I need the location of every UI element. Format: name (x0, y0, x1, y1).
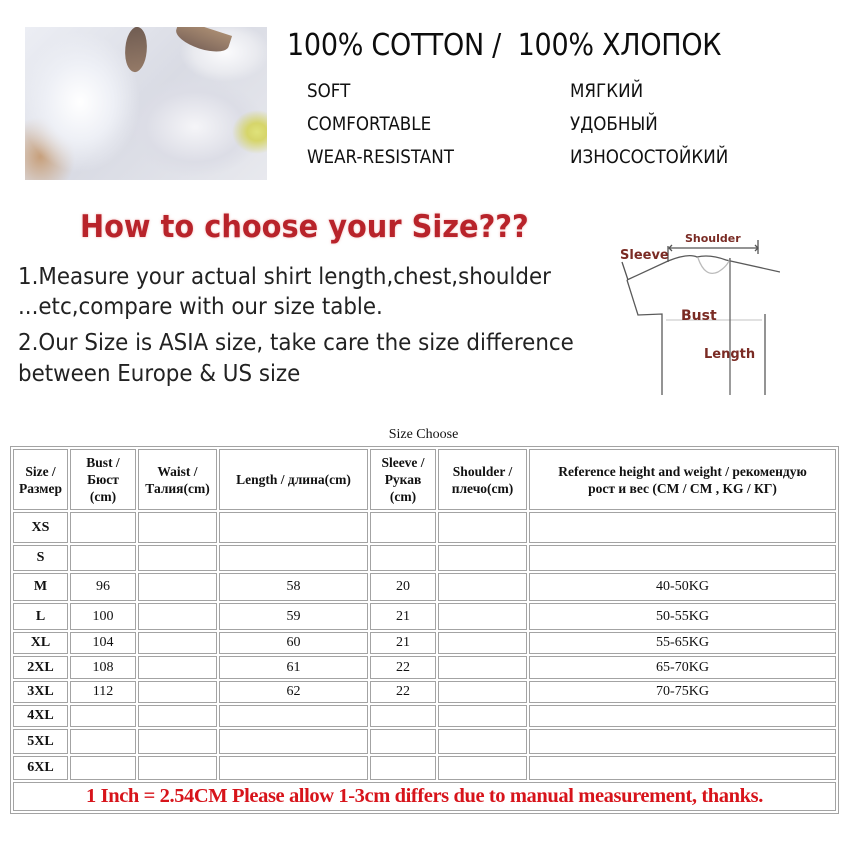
length-cell (219, 705, 368, 727)
waist-cell (138, 705, 217, 727)
bust-cell: 104 (70, 632, 136, 654)
bust-cell: 112 (70, 681, 136, 703)
shoulder-cell (438, 603, 527, 630)
shoulder-cell (438, 756, 527, 780)
table-row (13, 705, 836, 727)
waist-cell (138, 603, 217, 630)
sleeve-cell: 21 (370, 632, 436, 654)
header-shoulder: Shoulder / плечо(cm) (438, 449, 527, 510)
waist-cell (138, 656, 217, 679)
length-cell (219, 512, 368, 543)
header-length: Length / длина(cm) (219, 449, 368, 510)
cotton-title: 100% COTTON / 100% ХЛОПОК (287, 28, 722, 63)
bust-cell (70, 729, 136, 754)
header-reference: Reference height and weight / рекомендую рост и вес (CM / CM , KG / КГ) (529, 449, 836, 510)
feature-ru-wear-resistant: ИЗНОСОСТОЙКИЙ (570, 146, 729, 168)
length-cell: 58 (219, 573, 368, 601)
shoulder-cell (438, 656, 527, 679)
length-cell (219, 729, 368, 754)
cotton-pod-shape (121, 27, 150, 74)
size-cell: M (13, 573, 68, 601)
bust-cell (70, 512, 136, 543)
waist-cell (138, 729, 217, 754)
size-cell: L (13, 603, 68, 630)
bust-cell: 100 (70, 603, 136, 630)
howto-line-4: between Europe & US size (18, 361, 301, 387)
feature-ru-soft: МЯГКИЙ (570, 80, 644, 102)
bust-cell: 108 (70, 656, 136, 679)
bust-cell (70, 756, 136, 780)
length-cell: 62 (219, 681, 368, 703)
cotton-photo (25, 27, 267, 180)
length-label: Length (704, 347, 756, 362)
shoulder-label: Shoulder (685, 232, 741, 245)
header-sleeve: Sleeve / Рукав (cm) (370, 449, 436, 510)
reference-cell (529, 545, 836, 571)
header-row (13, 449, 836, 510)
header-waist: Waist / Талия(cm) (138, 449, 217, 510)
table-row (13, 545, 836, 571)
feature-en-soft: SOFT (307, 80, 351, 102)
howto-line-3: 2.Our Size is ASIA size, take care the size difference (18, 330, 574, 356)
sleeve-cell: 20 (370, 573, 436, 601)
sleeve-label: Sleeve (620, 248, 669, 263)
table-row (13, 681, 836, 703)
length-cell (219, 756, 368, 780)
feature-en-wear-resistant: WEAR-RESISTANT (307, 146, 454, 168)
bust-label: Bust (681, 308, 717, 324)
sleeve-cell (370, 512, 436, 543)
sleeve-cell: 22 (370, 681, 436, 703)
shoulder-cell (438, 512, 527, 543)
reference-cell (529, 705, 836, 727)
reference-cell (529, 756, 836, 780)
size-cell: XL (13, 632, 68, 654)
reference-cell: 70-75KG (529, 681, 836, 703)
shoulder-cell (438, 632, 527, 654)
bust-cell: 96 (70, 573, 136, 601)
reference-cell (529, 729, 836, 754)
bust-cell (70, 545, 136, 571)
table-row (13, 729, 836, 754)
table-row (13, 512, 836, 543)
size-cell: 3XL (13, 681, 68, 703)
reference-cell (529, 512, 836, 543)
size-cell: 5XL (13, 729, 68, 754)
table-row (13, 632, 836, 654)
table-row (13, 656, 836, 679)
length-cell: 61 (219, 656, 368, 679)
header-bust: Bust / Бюст (cm) (70, 449, 136, 510)
sleeve-cell: 22 (370, 656, 436, 679)
footnote-row (13, 782, 836, 811)
shirt-measurement-diagram (600, 220, 780, 400)
feature-en-comfortable: COMFORTABLE (307, 113, 432, 135)
reference-cell: 65-70KG (529, 656, 836, 679)
sleeve-cell (370, 729, 436, 754)
shoulder-cell (438, 729, 527, 754)
table-caption: Size Choose (388, 427, 459, 442)
reference-cell: 50-55KG (529, 603, 836, 630)
sleeve-cell (370, 705, 436, 727)
waist-cell (138, 756, 217, 780)
size-cell: S (13, 545, 68, 571)
reference-cell: 55-65KG (529, 632, 836, 654)
waist-cell (138, 512, 217, 543)
howto-line-2: ...etc,compare with our size table. (18, 294, 383, 320)
waist-cell (138, 681, 217, 703)
waist-cell (138, 573, 217, 601)
sleeve-cell (370, 756, 436, 780)
length-cell (219, 545, 368, 571)
waist-cell (138, 545, 217, 571)
waist-cell (138, 632, 217, 654)
howto-line-1: 1.Measure your actual shirt length,chest,shoulder (18, 264, 551, 290)
size-cell: XS (13, 512, 68, 543)
size-cell: 2XL (13, 656, 68, 679)
sleeve-cell (370, 545, 436, 571)
length-cell: 60 (219, 632, 368, 654)
length-cell: 59 (219, 603, 368, 630)
howto-title: How to choose your Size??? (80, 209, 529, 245)
size-cell: 6XL (13, 756, 68, 780)
table-row (13, 573, 836, 601)
cotton-pod-shape (173, 27, 232, 57)
table-row (13, 603, 836, 630)
sleeve-cell: 21 (370, 603, 436, 630)
footnote: 1 Inch = 2.54CM Please allow 1-3cm differs due to manual measurement, thanks. (13, 782, 836, 811)
reference-cell: 40-50KG (529, 573, 836, 601)
shoulder-cell (438, 573, 527, 601)
shoulder-cell (438, 545, 527, 571)
shoulder-cell (438, 681, 527, 703)
size-cell: 4XL (13, 705, 68, 727)
feature-ru-comfortable: УДОБНЫЙ (570, 113, 658, 135)
shoulder-cell (438, 705, 527, 727)
table-row (13, 756, 836, 780)
size-table (10, 446, 839, 814)
bust-cell (70, 705, 136, 727)
header-size: Size / Размер (13, 449, 68, 510)
